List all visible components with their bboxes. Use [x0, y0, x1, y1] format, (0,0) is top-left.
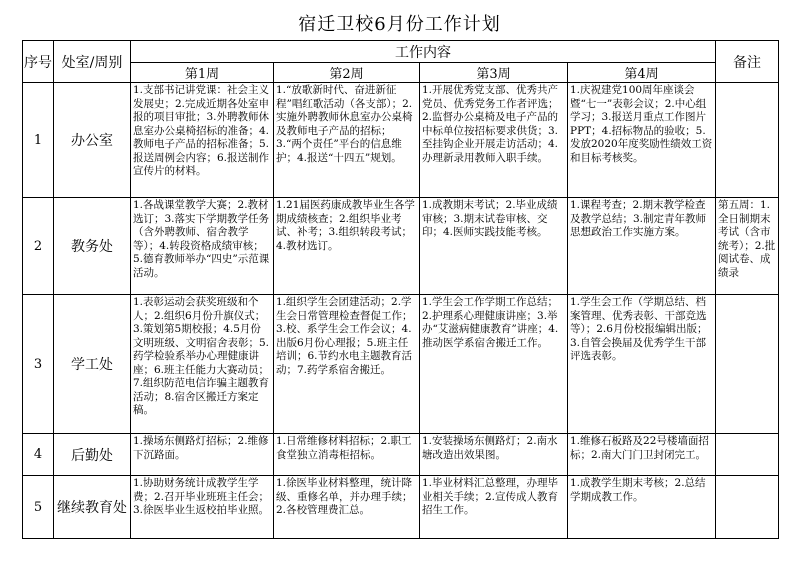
- header-work-content: 工作内容: [131, 41, 716, 63]
- cell-week-2: 1.日常维修材料招标；2.职工食堂独立消毒柜招标。: [274, 434, 420, 476]
- cell-week-1: 1.协助财务统计成教学生学费；2.召开毕业班班主任会；3.徐医毕业生返校拍毕业照。: [131, 476, 274, 539]
- cell-week-2: 1.徐医毕业材料整理，统计降级、重修名单，并办理手续；2.各校管理费汇总。: [274, 476, 420, 539]
- cell-remark: [716, 295, 779, 434]
- header-week-4: 第4周: [568, 63, 716, 83]
- cell-week-4: 1.维修石板路及22号楼墙面招标；2.南大门门卫封闭完工。: [568, 434, 716, 476]
- row-dept: 后勤处: [54, 434, 131, 476]
- cell-week-4: 1.课程考查；2.期末教学检查及教学总结；3.制定青年教师思想政治工作实施方案。: [568, 198, 716, 295]
- cell-week-1: 1.支部书记讲党课：社会主义发展史；2.完成近期各处室申报的项目审批；3.外聘教师休息室办公桌椅招标的准备；4.教师电子产品的招标准备；5.报送周例会内容；6.报送制作宣传片的材料。: [131, 83, 274, 198]
- row-seq: 5: [23, 476, 54, 539]
- row-dept: 继续教育处: [54, 476, 131, 539]
- cell-week-2: 1.组织学生会团建活动；2.学生会日常管理检查督促工作；3.校、系学生会工作会议；4.出版6月份心理报；5.班主任培训；6.节约水电主题教育活动；7.药学系宿舍搬迁。: [274, 295, 420, 434]
- header-row: [23, 41, 779, 63]
- row-dept: 教务处: [54, 198, 131, 295]
- header-week-2: 第2周: [274, 63, 420, 83]
- header-week-3: 第3周: [420, 63, 568, 83]
- table-row: [23, 295, 779, 434]
- table-row: [23, 198, 779, 295]
- row-dept: 学工处: [54, 295, 131, 434]
- row-seq: 4: [23, 434, 54, 476]
- row-seq: 2: [23, 198, 54, 295]
- cell-week-4: 1.成教学生期末考核；2.总结学期成教工作。: [568, 476, 716, 539]
- cell-remark: [716, 434, 779, 476]
- cell-remark: [716, 476, 779, 539]
- page-title: 宿迁卫校6月份工作计划: [298, 14, 501, 35]
- cell-remark: [716, 83, 779, 198]
- header-seq: 序号: [23, 41, 54, 83]
- cell-week-4: 1.庆祝建党100周年座谈会暨“七一”表彰会议；2.中心组学习；3.报送月重点工作图片PPT；4.招标物品的验收；5.发放2020年度奖励性绩效工资和目标考核奖。: [568, 83, 716, 198]
- header-dept: 处室/周别: [54, 41, 131, 83]
- cell-week-3: 1.成教期末考试；2.毕业成绩审核；3.期末试卷审核、交印；4.医师实践技能考核。: [420, 198, 568, 295]
- header-remark: 备注: [716, 41, 779, 83]
- cell-remark: 第五周：1.全日制期末考试（含市统考）；2.批阅试卷、成绩录: [716, 198, 779, 295]
- cell-week-1: 1.表彰运动会获奖班级和个人；2.组织6月份升旗仪式；3.策划第5期校报；4.5月份文明班级、文明宿舍表彰；5.药学检验系举办心理健康讲座；6.班主任能力大赛动员；7.组织防范电信诈骗主题教育活动；8.宿舍区搬迁方案定稿。: [131, 295, 274, 434]
- work-plan-table: [22, 40, 779, 539]
- cell-week-3: 1.安装操场东侧路灯；2.南水塘改造出效果图。: [420, 434, 568, 476]
- row-seq: 3: [23, 295, 54, 434]
- row-seq: 1: [23, 83, 54, 198]
- table-row: [23, 83, 779, 198]
- header-week-1: 第1周: [131, 63, 274, 83]
- cell-week-3: 1.开展优秀党支部、优秀共产党员、优秀党务工作者评选；2.监督办公桌椅及电子产品的中标单位按招标要求供货；3.至挂钩企业开展走访活动；4.办理新录用教师入职手续。: [420, 83, 568, 198]
- row-dept: 办公室: [54, 83, 131, 198]
- cell-week-2: 1.21届医药康成教毕业生各学期成绩核查；2.组织毕业考试、补考；3.组织转段考试；4.教材选订。: [274, 198, 420, 295]
- week-header-row: [23, 63, 779, 83]
- cell-week-4: 1.学生会工作（学期总结、档案管理、优秀表彰、干部竞选等）；2.6月份校报编辑出版；3.自管会换届及优秀学生干部评选表彰。: [568, 295, 716, 434]
- cell-week-1: 1.各战课堂教学大赛；2.教材选订；3.落实下学期教学任务（含外聘教师、宿舍教学等）；4.转段资格成绩审核；5.德育教师举办“四史”示范课活动。: [131, 198, 274, 295]
- table-row: [23, 434, 779, 476]
- cell-week-2: 1.“放歌新时代、奋进新征程”唱红歌活动（各支部）；2.实施外聘教师休息室办公桌椅及教师电子产品的招标；3.“两个责任”平台的信息维护；4.报送“十四五”规划。: [274, 83, 420, 198]
- table-row: [23, 476, 779, 539]
- cell-week-3: 1.毕业材料汇总整理，办理毕业相关手续；2.宣传成人教育招生工作。: [420, 476, 568, 539]
- cell-week-3: 1.学生会工作学期工作总结；2.护理系心理健康讲座；3.举办“艾滋病健康教育”讲座；4.推动医学系宿舍搬迁工作。: [420, 295, 568, 434]
- cell-week-1: 1.操场东侧路灯招标；2.维修下沉路面。: [131, 434, 274, 476]
